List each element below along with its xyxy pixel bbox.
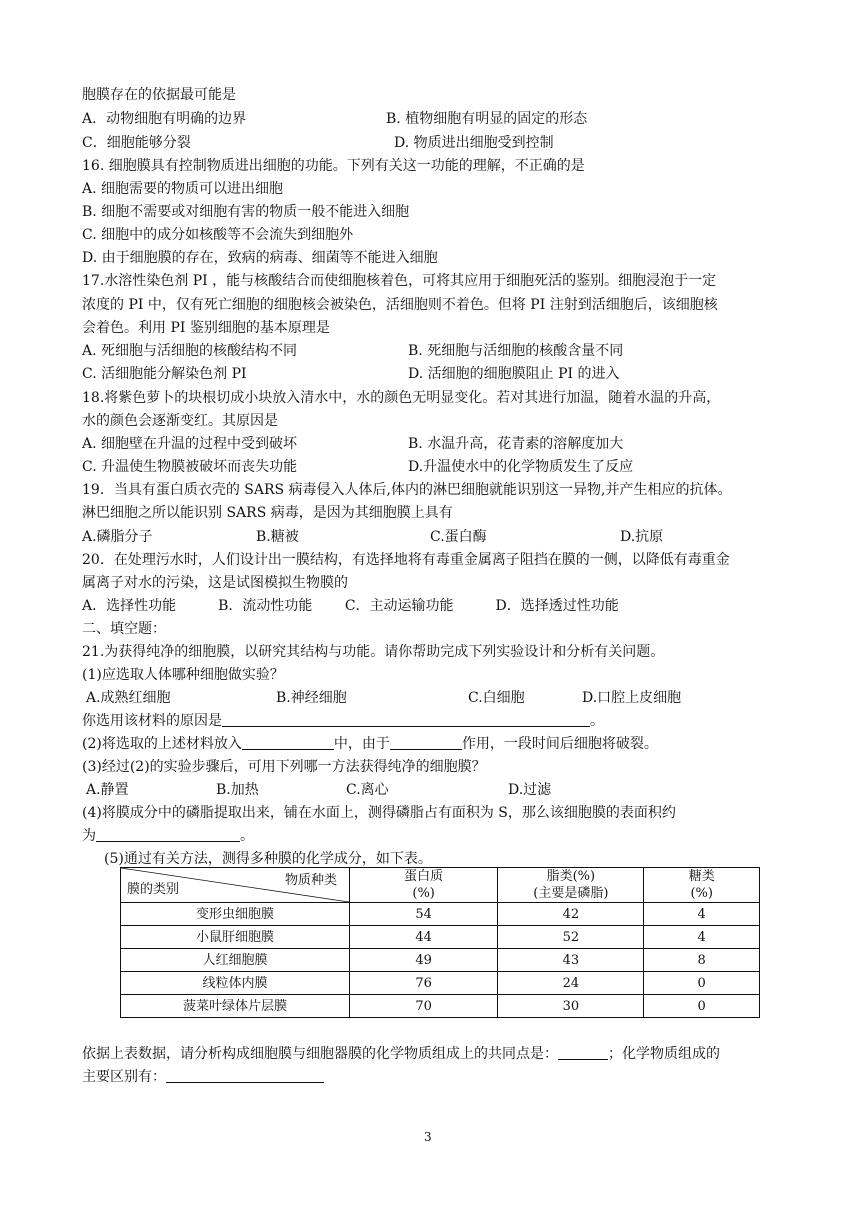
area-answer-blank[interactable] xyxy=(96,827,240,842)
q19-option-a: A.磷脂分子 xyxy=(82,529,153,545)
final-text-b: ；化学物质组成的 xyxy=(608,1046,720,1062)
q21-1-option-b: B.神经细胞 xyxy=(276,690,347,706)
header-substance-type: 物质种类 xyxy=(284,873,337,888)
q21-part4-line1: (4)将膜成分中的磷脂提取出来，铺在水面上，测得磷脂占有面积为 S，那么该细胞膜的表面积约 xyxy=(82,805,676,821)
q17-option-d: D. 活细胞的细胞膜阻止 PI 的进入 xyxy=(408,366,620,382)
section-heading: 二、填空题： xyxy=(82,621,166,637)
table-row xyxy=(121,926,760,949)
q21-3-option-c: C.离心 xyxy=(346,782,389,798)
q20-stem-line1: 20．在处理污水时，人们设计出一膜结构，有选择地将有毒重金属离子阻挡在膜的一侧，以降低有毒重金 xyxy=(82,552,730,568)
protein-value: 76 xyxy=(349,972,497,995)
common-point-blank[interactable] xyxy=(558,1045,608,1060)
q19-option-c: C.蛋白酶 xyxy=(430,529,487,545)
q21-2-text-a: (2)将选取的上述材料放入 xyxy=(82,736,242,752)
q21-part4-line2 xyxy=(82,827,254,845)
difference-blank[interactable] xyxy=(166,1068,324,1083)
page-number: 3 xyxy=(424,1130,432,1144)
solution-blank[interactable] xyxy=(242,735,334,750)
lipid-value: 24 xyxy=(498,972,644,995)
membrane-composition-table xyxy=(120,867,760,1018)
q17-stem-line1: 17.水溶性染色剂 PI ，能与核酸结合而使细胞核着色，可将其应用于细胞死活的鉴别。细胞浸泡于一定 xyxy=(82,273,717,289)
q21-3-option-a: A.静置 xyxy=(86,782,129,798)
sugar-value: 8 xyxy=(644,949,760,972)
diagonal-header-cell xyxy=(121,868,350,903)
q17-option-c: C. 活细胞能分解染色剂 PI xyxy=(82,366,247,382)
protein-value: 49 xyxy=(349,949,497,972)
q18-stem-line2: 水的颜色会逐渐变红。其原因是 xyxy=(82,413,278,429)
membrane-name: 人红细胞膜 xyxy=(121,949,350,972)
header-lipid: 脂类(%) (主要是磷脂) xyxy=(498,868,644,903)
q18-option-d: D.升温使水中的化学物质发生了反应 xyxy=(408,459,634,475)
effect-blank[interactable] xyxy=(390,735,462,750)
lipid-value: 30 xyxy=(498,995,644,1018)
q15-option-d: D. 物质进出细胞受到控制 xyxy=(394,135,554,151)
q19-option-b: B.糖被 xyxy=(256,529,299,545)
q21-reason-suffix: 。 xyxy=(590,713,604,729)
membrane-name: 菠菜叶绿体片层膜 xyxy=(121,995,350,1018)
q18-option-c: C. 升温使生物膜被破坏而丧失功能 xyxy=(82,459,298,475)
table-row xyxy=(121,903,760,926)
membrane-name: 线粒体内膜 xyxy=(121,972,350,995)
q17-option-a: A. 死细胞与活细胞的核酸结构不同 xyxy=(82,343,298,359)
q21-part1: (1)应选取人体哪种细胞做实验？ xyxy=(82,667,284,683)
q19-option-d: D.抗原 xyxy=(620,529,664,545)
sugar-value: 4 xyxy=(644,903,760,926)
table-header-row xyxy=(121,868,760,903)
q17-stem-line3: 会着色。利用 PI 鉴别细胞的基本原理是 xyxy=(82,320,330,336)
q15-option-b: B. 植物细胞有明显的固定的形态 xyxy=(386,111,588,127)
q20-options: A．选择性功能 B．流动性功能 C．主动运输功能 D．选择透过性功能 xyxy=(82,598,619,614)
q16-option-b: B. 细胞不需要或对细胞有害的物质一般不能进入细胞 xyxy=(82,204,410,220)
q21-stem: 21.为获得纯净的细胞膜，以研究其结构与功能。请你帮助完成下列实验设计和分析有关问题。 xyxy=(82,644,665,660)
q18-option-b: B. 水温升高，花青素的溶解度加大 xyxy=(408,436,624,452)
lipid-value: 43 xyxy=(498,949,644,972)
q21-1-option-a: A.成熟红细胞 xyxy=(86,690,171,706)
header-sugar: 糖类 (%) xyxy=(644,868,760,903)
q16-option-d: D. 由于细胞膜的存在，致病的病毒、细菌等不能进入细胞 xyxy=(82,250,438,266)
q21-part2 xyxy=(82,735,658,753)
lipid-value: 42 xyxy=(498,903,644,926)
q21-1-option-c: C.白细胞 xyxy=(468,690,525,706)
table-row xyxy=(121,949,760,972)
final-text-a: 依据上表数据，请分析构成细胞膜与细胞器膜的化学物质组成上的共同点是： xyxy=(82,1046,558,1062)
table-row xyxy=(121,995,760,1018)
lipid-value: 52 xyxy=(498,926,644,949)
protein-value: 70 xyxy=(349,995,497,1018)
q16-option-a: A. 细胞需要的物质可以进出细胞 xyxy=(82,181,284,197)
q21-reason-prefix: 你选用该材料的原因是 xyxy=(82,713,222,729)
q21-2-text-c: 作用，一段时间后细胞将破裂。 xyxy=(461,736,658,752)
protein-value: 54 xyxy=(349,903,497,926)
protein-value: 44 xyxy=(349,926,497,949)
q18-option-a: A. 细胞壁在升温的过程中受到破坏 xyxy=(82,436,298,452)
q16-option-c: C. 细胞中的成分如核酸等不会流失到细胞外 xyxy=(82,227,354,243)
q21-3-option-b: B.加热 xyxy=(216,782,259,798)
q15-option-a: A．动物细胞有明确的边界 xyxy=(82,111,247,127)
sugar-value: 0 xyxy=(644,972,760,995)
q20-stem-line2: 属离子对水的污染，这是试图模拟生物膜的 xyxy=(82,575,348,591)
q15-stem-tail: 胞膜存在的依据最可能是 xyxy=(82,87,236,103)
q17-option-b: B. 死细胞与活细胞的核酸含量不同 xyxy=(408,343,624,359)
q21-part5: (5)通过有关方法，测得多种膜的化学成分，如下表。 xyxy=(104,851,432,867)
q21-1-option-d: D.口腔上皮细胞 xyxy=(582,690,682,706)
q18-stem-line1: 18.将紫色萝卜的块根切成小块放入清水中，水的颜色无明显变化。若对其进行加温，随着水温的升高， xyxy=(82,390,721,406)
q17-stem-line2: 浓度的 PI 中，仅有死亡细胞的细胞核会被染色，活细胞则不着色。但将 PI 注射到活细胞后，该细胞核 xyxy=(82,297,718,313)
sugar-value: 0 xyxy=(644,995,760,1018)
q15-option-c: C．细胞能够分裂 xyxy=(82,135,191,151)
q19-stem-line1: 19．当具有蛋白质衣壳的 SARS 病毒侵入人体后,体内的淋巴细胞就能识别这一异物,并产生相应的抗体。 xyxy=(82,482,732,498)
q21-part3: (3)经过(2)的实验步骤后，可用下列哪一方法获得纯净的细胞膜？ xyxy=(82,759,486,775)
membrane-name: 小鼠肝细胞膜 xyxy=(121,926,350,949)
q21-4-suffix: 。 xyxy=(240,828,254,844)
final-question-line2 xyxy=(82,1068,324,1086)
q21-2-text-b: 中，由于 xyxy=(333,736,390,752)
q21-3-option-d: D.过滤 xyxy=(508,782,552,798)
header-membrane-type: 膜的类别 xyxy=(127,882,180,897)
final-text-c: 主要区别有： xyxy=(82,1069,166,1085)
q19-stem-line2: 淋巴细胞之所以能识别 SARS 病毒，是因为其细胞膜上具有 xyxy=(82,505,453,521)
sugar-value: 4 xyxy=(644,926,760,949)
table-row xyxy=(121,972,760,995)
membrane-name: 变形虫细胞膜 xyxy=(121,903,350,926)
reason-answer-blank[interactable] xyxy=(222,712,590,727)
q21-4-prefix: 为 xyxy=(82,828,96,844)
q21-reason-line xyxy=(82,712,604,730)
header-protein: 蛋白质 (%) xyxy=(349,868,497,903)
final-question-line1 xyxy=(82,1045,720,1063)
q16-stem: 16. 细胞膜具有控制物质进出细胞的功能。下列有关这一功能的理解，不正确的是 xyxy=(82,158,585,174)
